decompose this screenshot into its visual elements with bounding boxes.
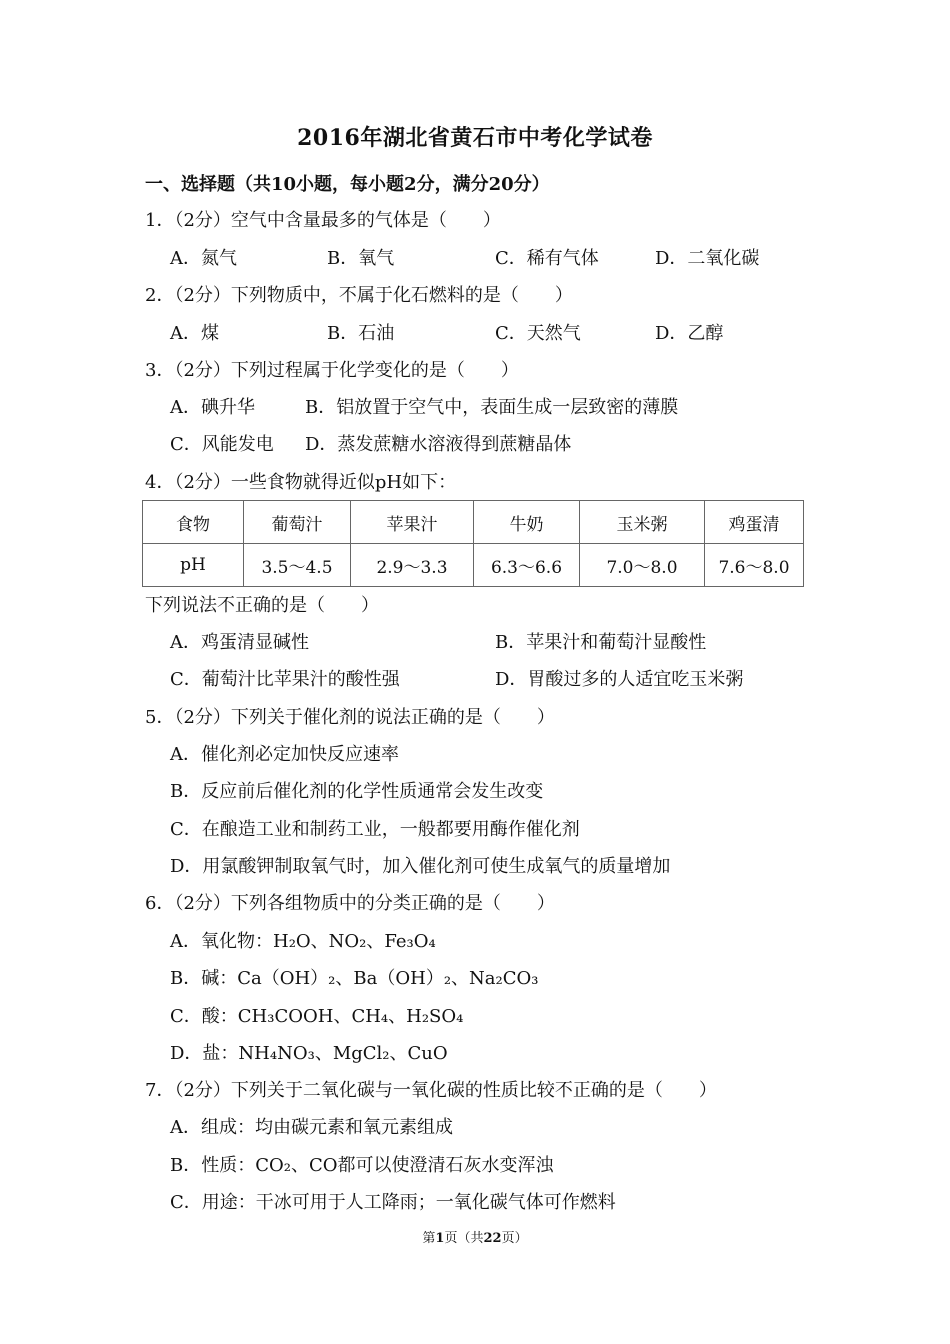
question-1-option-c: C．稀有气体 (495, 248, 599, 269)
question-1-option-a: A．氮气 (170, 248, 237, 269)
question-3-option-a: A．碘升华 (170, 397, 255, 418)
question-3-option-b: B．铝放置于空气中，表面生成一层致密的薄膜 (305, 397, 679, 418)
question-2-stem: 2．（2分）下列物质中，不属于化石燃料的是（ ） (145, 285, 573, 306)
question-7-option-c: C．用途：干冰可用于人工降雨；一氧化碳气体可作燃料 (170, 1192, 616, 1213)
question-4-option-a: A．鸡蛋清显碱性 (170, 632, 309, 653)
footer-total-pages: 22 (483, 1231, 502, 1246)
footer-suffix: 页） (501, 1231, 528, 1246)
question-1-stem: 1．（2分）空气中含量最多的气体是（ ） (145, 210, 501, 231)
ph-table-header-cell: 葡萄汁 (244, 501, 351, 544)
exam-title: 2016年湖北省黄石市中考化学试卷 (297, 125, 653, 151)
footer-prefix: 第 (422, 1231, 436, 1246)
ph-table-value-cell: 7.0～8.0 (580, 544, 705, 587)
question-6-option-b: B．碱：Ca（OH）₂、Ba（OH）₂、Na₂CO₃ (170, 968, 539, 989)
question-5-option-a: A．催化剂必定加快反应速率 (170, 744, 399, 765)
page-footer (0, 1226, 950, 1252)
question-2-option-a: A．煤 (170, 323, 219, 344)
ph-table-value-cell: 2.9～3.3 (351, 544, 474, 587)
question-2-option-d: D．乙醇 (655, 323, 724, 344)
ph-table-value-row (143, 544, 804, 587)
ph-table-value-cell: 3.5～4.5 (244, 544, 351, 587)
question-7-stem: 7．（2分）下列关于二氧化碳与一氧化碳的性质比较不正确的是（ ） (145, 1080, 717, 1101)
question-3-stem: 3．（2分）下列过程属于化学变化的是（ ） (145, 360, 519, 381)
question-6-option-a: A．氧化物：H₂O、NO₂、Fe₃O₄ (170, 931, 436, 952)
question-4-option-b: B．苹果汁和葡萄汁显酸性 (495, 632, 707, 653)
question-4-follow: 下列说法不正确的是（ ） (145, 595, 379, 616)
ph-table-header-cell: 苹果汁 (351, 501, 474, 544)
question-1-option-d: D．二氧化碳 (655, 248, 760, 269)
question-2-option-b: B．石油 (327, 323, 395, 344)
question-5-stem: 5．（2分）下列关于催化剂的说法正确的是（ ） (145, 707, 555, 728)
ph-table-header-row (143, 501, 804, 544)
ph-table (142, 500, 804, 587)
question-5-option-d: D．用氯酸钾制取氧气时，加入催化剂可使生成氧气的质量增加 (170, 856, 671, 877)
question-6-option-c: C．酸：CH₃COOH、CH₄、H₂SO₄ (170, 1006, 464, 1027)
ph-table-value-cell: 7.6～8.0 (705, 544, 804, 587)
footer-middle: 页（共 (444, 1231, 484, 1246)
ph-table-header-cell: 牛奶 (474, 501, 580, 544)
question-5-option-c: C．在酿造工业和制药工业，一般都要用酶作催化剂 (170, 819, 580, 840)
ph-table-header-cell: 食物 (143, 501, 244, 544)
question-2-option-c: C．天然气 (495, 323, 581, 344)
question-4-option-d: D．胃酸过多的人适宜吃玉米粥 (495, 669, 744, 690)
question-1-option-b: B．氧气 (327, 248, 395, 269)
ph-table-value-cell: 6.3～6.6 (474, 544, 580, 587)
question-4-stem: 4．（2分）一些食物就得近似pH如下： (145, 472, 457, 493)
question-3-option-d: D．蒸发蔗糖水溶液得到蔗糖晶体 (305, 434, 572, 455)
question-7-option-b: B．性质：CO₂、CO都可以使澄清石灰水变浑浊 (170, 1155, 554, 1176)
question-5-option-b: B．反应前后催化剂的化学性质通常会发生改变 (170, 781, 544, 802)
question-6-option-d: D．盐：NH₄NO₃、MgCl₂、CuO (170, 1043, 448, 1064)
question-6-stem: 6．（2分）下列各组物质中的分类正确的是（ ） (145, 893, 555, 914)
question-3-option-c: C．风能发电 (170, 434, 274, 455)
question-7-option-a: A．组成：均由碳元素和氧元素组成 (170, 1117, 453, 1138)
section-heading: 一、选择题（共10小题，每小题2分，满分20分） (145, 174, 550, 195)
ph-table-header-cell: 玉米粥 (580, 501, 705, 544)
footer-page-number: 1 (435, 1231, 445, 1246)
question-4-option-c: C．葡萄汁比苹果汁的酸性强 (170, 669, 400, 690)
ph-table-value-cell: pH (143, 544, 244, 587)
ph-table-header-cell: 鸡蛋清 (705, 501, 804, 544)
